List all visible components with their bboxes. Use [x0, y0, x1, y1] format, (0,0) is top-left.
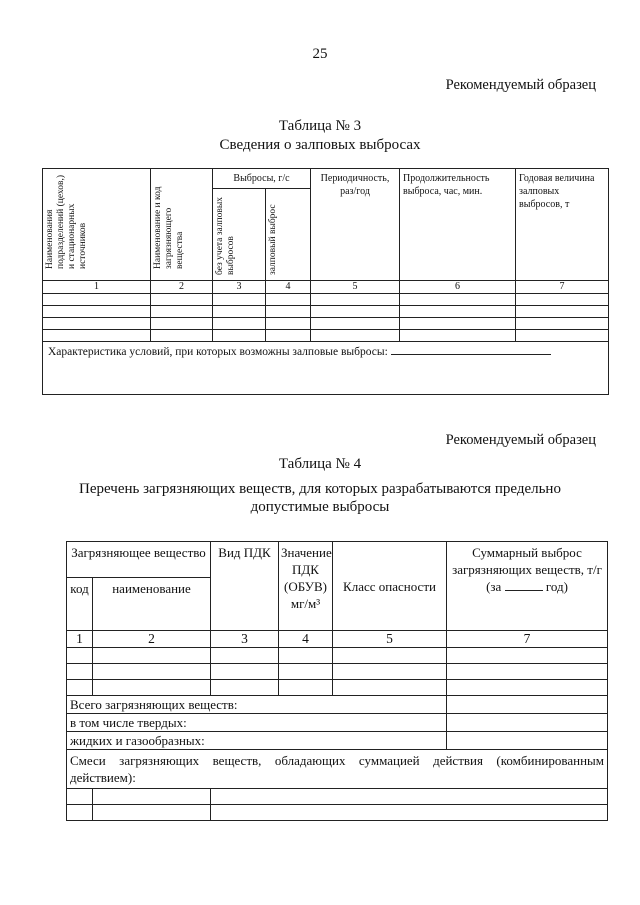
table-row: [67, 805, 608, 821]
table-row: [67, 648, 608, 664]
table4-title: Таблица № 4: [278, 456, 362, 472]
t3-header-annual: Годовая величина залповых выбросов, т: [516, 169, 609, 281]
t3-header-sources: Наименования подразделений (цехов,) и стационарных источников: [43, 169, 151, 281]
t4-total-row: Всего загрязняющих веществ:: [67, 696, 447, 714]
t4-header-name: наименование: [93, 578, 211, 631]
table-row: [43, 306, 609, 318]
table-row: [67, 664, 608, 680]
t3-number-row: 1 2 3 4 5 6 7: [43, 281, 609, 294]
t4-solid-row: в том числе твердых:: [67, 714, 447, 732]
t4-header-sum: Суммарный выброс загрязняющих веществ, т/г (за год): [447, 542, 608, 631]
table-row: [67, 789, 608, 805]
table3-salvo-emissions: [42, 168, 609, 395]
table-row: [67, 680, 608, 696]
t4-number-row: 1 2 3 4 5 7: [67, 631, 608, 648]
t3-header-without-salvo: без учета залповых выбросов: [213, 189, 266, 281]
t4-liquid-row: жидких и газообразных:: [67, 732, 447, 750]
table-row: [43, 330, 609, 342]
t3-header-substance: Наименование и код загрязняющего вещества: [151, 169, 213, 281]
t3-header-emissions: Выбросы, г/с: [213, 169, 311, 189]
table-row: [43, 294, 609, 306]
t3-header-salvo: залповый выброс: [266, 189, 311, 281]
table4-subtitle-line1: Перечень загрязняющих веществ, для которых разрабатываются предельно: [79, 481, 561, 497]
t4-mixtures-row: Смеси загрязняющих веществ, обладающих суммацией действия (комбинированным действием):: [67, 750, 608, 789]
t4-header-substance: Загрязняющее вещество: [67, 542, 211, 578]
t3-conditions-note: Характеристика условий, при которых возможны залповые выбросы:: [43, 342, 609, 395]
t4-header-class: Класс опасности: [333, 542, 447, 631]
t4-header-pdk-type: Вид ПДК: [211, 542, 279, 631]
t4-header-code: код: [67, 578, 93, 631]
table3-title: Таблица № 3: [278, 118, 362, 134]
t4-header-value: Значение ПДК (ОБУВ) мг/м³: [279, 542, 333, 631]
t3-header-duration: Продолжительность выброса, час, мин.: [400, 169, 516, 281]
table3-subtitle: Сведения о залповых выбросах: [219, 137, 421, 153]
recommended-sample-label: Рекомендуемый образец: [445, 77, 596, 93]
t3-header-periodicity: Периодичность, раз/год: [311, 169, 400, 281]
page-number: 25: [312, 46, 328, 62]
table4-pollutants-list: [66, 541, 608, 821]
recommended-sample-label-2: Рекомендуемый образец: [445, 432, 596, 448]
table4-subtitle-line2: допустимые выбросы: [250, 499, 390, 515]
table-row: [43, 318, 609, 330]
